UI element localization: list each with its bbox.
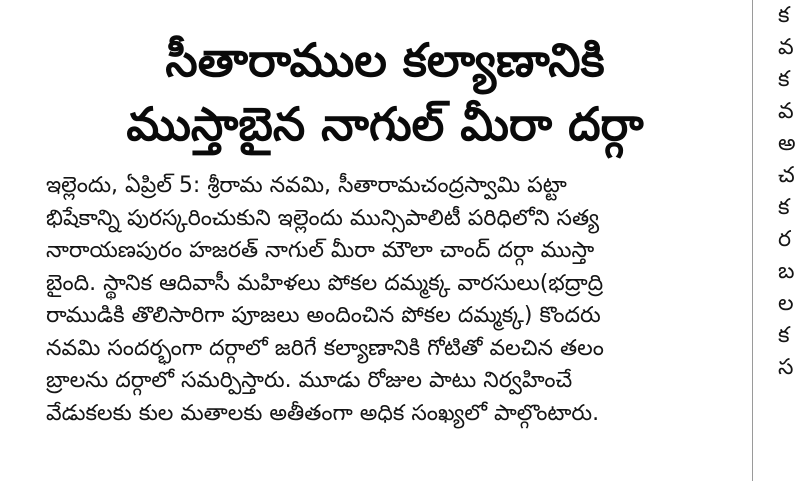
headline-line-1: సీతారాముల కల్యాణానికి	[165, 33, 605, 87]
body-line: బ్రాలను దర్గాలో సమర్పిస్తారు. మూడు రోజుల పాటు నిర్వహించే	[46, 368, 573, 393]
body-line: నారాయణపురం హజరత్ నాగుల్ మీరా మౌలా చాంద్ దర్గా ముస్తా	[46, 238, 595, 263]
fragment-char: క	[778, 3, 790, 28]
body-line: నవమి సందర్భంగా దర్గాలో జరిగే కల్యాణానికి గోటితో వలచిన తలం	[46, 335, 604, 361]
column-divider	[752, 0, 753, 481]
body-line: వేడుకలకు కుల మతాలకు అతీతంగా అధిక సంఖ్యలో పాల్గొంటారు.	[46, 400, 600, 426]
fragment-char: అ	[778, 131, 796, 156]
body-line: బైంది. స్థానిక ఆదివాసీ మహిళలు పోకల దమ్మక్క వారసులు(భద్రాద్రి	[46, 270, 604, 296]
fragment-char: క	[778, 323, 790, 348]
fragment-char: క	[778, 67, 790, 92]
fragment-char: వ	[778, 99, 794, 124]
adjacent-column-fragment	[778, 0, 800, 481]
fragment-char: ర	[778, 227, 792, 252]
body-line: భిషేకాన్ని పురస్కరించుకుని ఇల్లెందు మున్సిపాలిటీ పరిధిలోని సత్య	[46, 205, 600, 231]
article	[40, 0, 730, 481]
headline	[40, 28, 730, 156]
fragment-char: చ	[778, 163, 795, 188]
fragment-char: క	[778, 195, 790, 220]
fragment-char: ల	[778, 291, 794, 316]
fragment-char: వ	[778, 35, 794, 60]
fragment-char: బ	[778, 259, 795, 284]
body-line: రాముడికి తొలిసారిగా పూజలు అందించిన పోకల దమ్మక్క) కొందరు	[46, 303, 601, 328]
body-line: ఇల్లెందు, ఏప్రిల్ 5: శ్రీరామ నవమి, సీతారామచంద్రస్వామి పట్టా	[46, 173, 567, 198]
article-body	[46, 170, 730, 430]
headline-line-2: ముస్తాబైన నాగుల్ మీరా దర్గా	[126, 97, 644, 151]
fragment-char: స	[778, 355, 794, 380]
